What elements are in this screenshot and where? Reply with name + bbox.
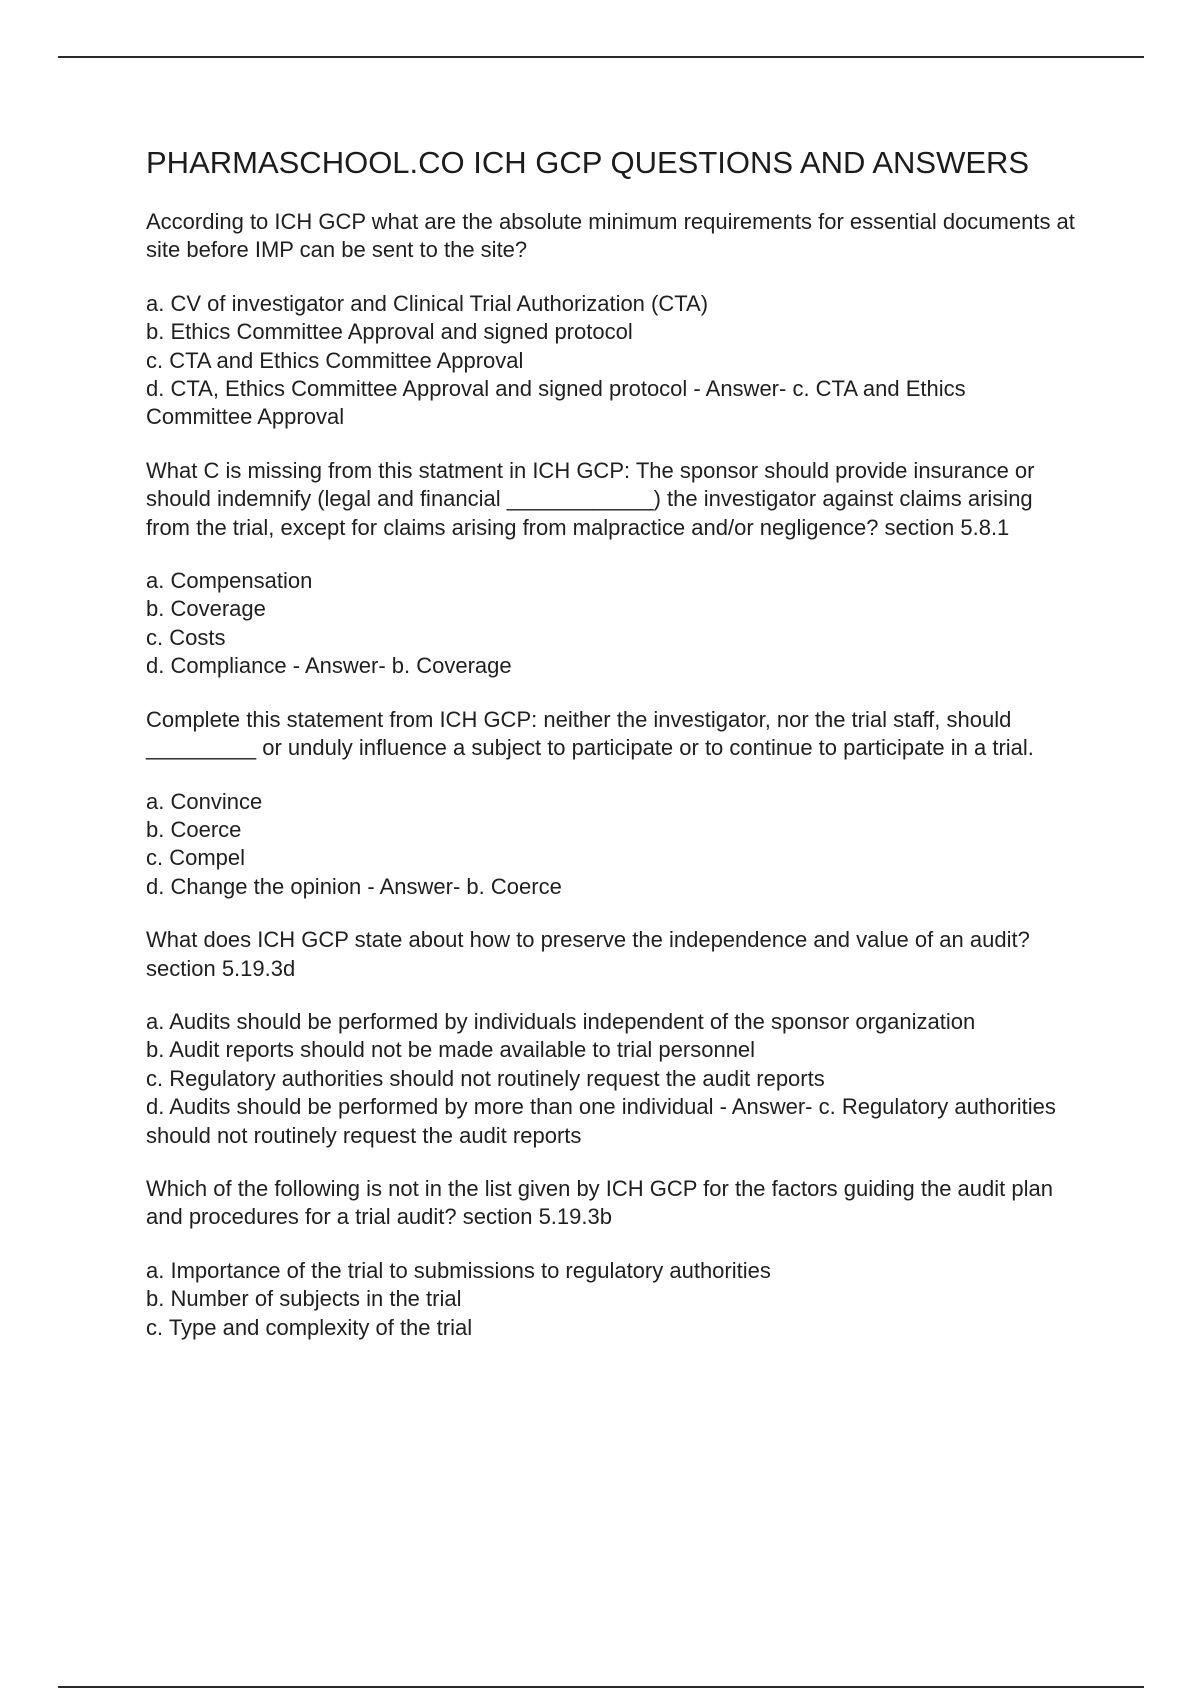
question-text: What does ICH GCP state about how to preserve the independence and value of an audit? section 5.19.3d bbox=[146, 927, 1030, 981]
qa-block-5 bbox=[146, 1175, 1076, 1342]
option-c: c. Type and complexity of the trial bbox=[146, 1314, 473, 1340]
option-b: b. Ethics Committee Approval and signed protocol bbox=[146, 319, 633, 345]
qa-block-2 bbox=[146, 457, 1076, 681]
option-a: a. Audits should be performed by individuals independent of the sponsor organization bbox=[146, 1008, 976, 1034]
options-list bbox=[146, 1257, 1076, 1342]
options-list bbox=[146, 788, 1076, 902]
options-list bbox=[146, 1008, 1076, 1150]
qa-block-4 bbox=[146, 926, 1076, 1150]
option-a: a. Importance of the trial to submissions to regulatory authorities bbox=[146, 1257, 771, 1283]
document-body bbox=[146, 142, 1076, 1367]
answer-text: - Answer- c. CTA and Ethics Committee Approval bbox=[146, 376, 966, 430]
question-text: According to ICH GCP what are the absolute minimum requirements for essential documents at site before IMP can be sent to the site? bbox=[146, 209, 1075, 263]
option-a: a. Compensation bbox=[146, 568, 313, 594]
option-a: a. Convince bbox=[146, 788, 263, 814]
option-d bbox=[146, 375, 1076, 432]
options-list bbox=[146, 290, 1076, 432]
option-c: c. Compel bbox=[146, 845, 246, 871]
top-divider bbox=[58, 56, 1144, 58]
answer-text: - Answer- b. Coverage bbox=[286, 653, 512, 679]
option-d-text: d. Compliance bbox=[146, 653, 287, 679]
option-d bbox=[146, 873, 1076, 901]
option-b: b. Coerce bbox=[146, 816, 242, 842]
option-c: c. Costs bbox=[146, 624, 226, 650]
option-b: b. Audit reports should not be made available to trial personnel bbox=[146, 1037, 756, 1063]
option-a: a. CV of investigator and Clinical Trial Authorization (CTA) bbox=[146, 290, 709, 316]
bottom-divider bbox=[58, 1686, 1144, 1688]
option-d bbox=[146, 1093, 1076, 1150]
option-d-text: d. Change the opinion bbox=[146, 873, 362, 899]
option-d bbox=[146, 652, 1076, 680]
option-c: c. CTA and Ethics Committee Approval bbox=[146, 347, 524, 373]
qa-block-1 bbox=[146, 208, 1076, 432]
qa-block-3 bbox=[146, 706, 1076, 901]
question-text: Complete this statement from ICH GCP: neither the investigator, nor the trial staff, should _________ or unduly influence a subject to participate or to continue to participate in a trial. bbox=[146, 706, 1034, 761]
option-d-text: d. CTA, Ethics Committee Approval and signed protocol bbox=[146, 376, 688, 402]
options-list bbox=[146, 567, 1076, 681]
answer-text: - Answer- c. Regulatory authorities should not routinely request the audit reports bbox=[146, 1094, 1056, 1148]
option-d-text: d. Audits should be performed by more than one individual bbox=[146, 1094, 714, 1120]
option-b: b. Number of subjects in the trial bbox=[146, 1286, 462, 1312]
option-b: b. Coverage bbox=[146, 596, 266, 622]
document-title: PHARMASCHOOL.CO ICH GCP QUESTIONS AND ANSWERS bbox=[146, 145, 1030, 180]
question-text: Which of the following is not in the list given by ICH GCP for the factors guiding the audit plan and procedures for a trial audit? section 5.19.3b bbox=[146, 1175, 1053, 1230]
option-c: c. Regulatory authorities should not routinely request the audit reports bbox=[146, 1065, 825, 1091]
question-text: What C is missing from this statment in ICH GCP: The sponsor should provide insurance or should indemnify (legal and financial ____________) the investigator against claims arising from the trial, except for claims arising from malpractice and/or negligence? section 5.8.1 bbox=[146, 457, 1035, 540]
answer-text: - Answer- b. Coerce bbox=[361, 873, 562, 899]
